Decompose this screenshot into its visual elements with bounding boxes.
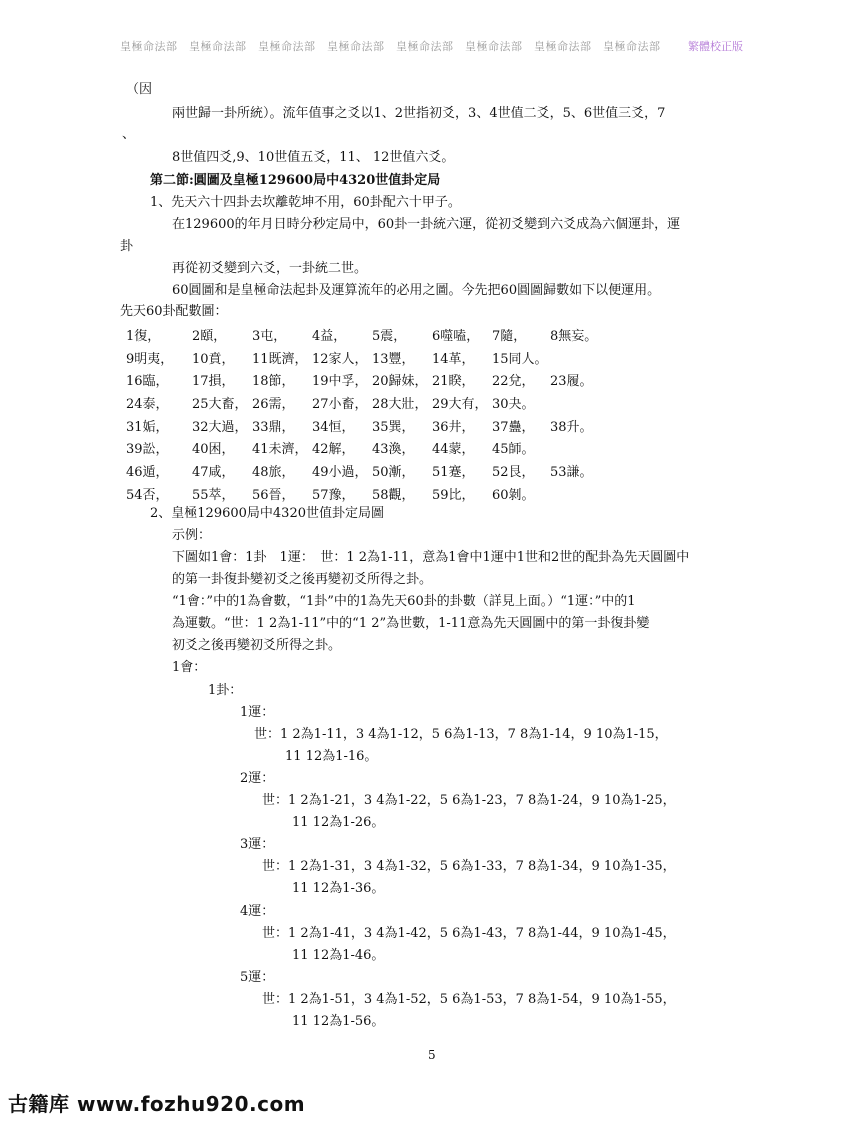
hexagram-cell: 52艮， [492, 465, 535, 481]
hexagram-cell: 13豐， [372, 351, 415, 367]
hexagram-cell: 60剝。 [492, 487, 535, 503]
hexagram-cell: 3屯， [252, 329, 287, 344]
hexagram-cell: 20歸妹， [372, 374, 428, 390]
text-line: 在129600的年月日時分秒定局中，60卦一卦統六運，從初爻變到六爻成為六個運卦，運 [172, 217, 681, 232]
hexagram-cell: 59比， [432, 487, 475, 503]
text-line: 4運： [240, 904, 275, 919]
text-line: 初爻之後再變初爻所得之卦。 [172, 638, 342, 653]
text-line: 1卦： [208, 683, 243, 698]
hexagram-cell: 17損， [192, 374, 235, 390]
hexagram-cell: 7隨， [492, 329, 527, 344]
hexagram-cell: 51蹇， [432, 465, 475, 481]
hexagram-cell: 35巽， [372, 419, 415, 435]
hexagram-cell: 19中孚， [312, 374, 368, 390]
text-line: 先天60卦配數圖： [120, 304, 228, 319]
hexagram-cell: 24泰， [126, 397, 169, 413]
hexagram-cell: 43渙， [372, 442, 415, 458]
text-line: 示例： [172, 528, 212, 543]
hexagram-cell: 14革， [432, 351, 475, 367]
text-line: （因 [126, 82, 153, 97]
text-line: 1會： [172, 660, 207, 675]
hexagram-cell: 22兌， [492, 374, 535, 390]
hexagram-cell: 58觀， [372, 487, 415, 503]
hexagram-cell: 18節， [252, 374, 295, 390]
page-number: 5 [428, 1048, 436, 1062]
hexagram-cell: 56晉， [252, 487, 295, 503]
hexagram-cell: 23履。 [550, 374, 593, 390]
hexagram-cell: 50漸， [372, 465, 415, 481]
hexagram-cell: 41未濟， [252, 442, 308, 458]
text-line: 世：1 2為1-41，3 4為1-42，5 6為1-43，7 8為1-44，9 10為1-45， [262, 926, 676, 941]
hexagram-cell: 10賁， [192, 351, 235, 367]
hexagram-cell: 4益， [312, 329, 347, 344]
text-line: 11 12為1-26。 [292, 815, 385, 830]
text-line: 再從初爻變到六爻，一卦統二世。 [172, 261, 368, 276]
text-line: 世：1 2為1-11，3 4為1-12，5 6為1-13，7 8為1-14，9 10為1-15， [254, 727, 668, 742]
hexagram-cell: 15同人。 [492, 351, 548, 367]
text-line: 世：1 2為1-21，3 4為1-22，5 6為1-23，7 8為1-24，9 10為1-25， [262, 793, 676, 808]
section-heading: 第二節:圓圖及皇極129600局中4320世值卦定局 [150, 173, 441, 188]
hexagram-cell: 6噬嗑， [432, 329, 480, 344]
hexagram-cell: 49小過， [312, 465, 368, 481]
hexagram-cell: 37蠱， [492, 419, 535, 435]
text-line: 2運： [240, 771, 275, 786]
hexagram-cell: 34恒， [312, 419, 355, 435]
hexagram-cell: 46遁， [126, 465, 169, 481]
text-line: 60圓圖和是皇極命法起卦及運算流年的必用之圖。今先把60圓圖歸數如下以便運用。 [172, 283, 661, 298]
hexagram-cell: 45師。 [492, 442, 535, 458]
hexagram-cell: 44蒙， [432, 442, 475, 458]
hexagram-cell: 21睽， [432, 374, 475, 390]
site-watermark: 古籍库 www.fozhu920.com [8, 1092, 306, 1116]
hexagram-cell: 57豫， [312, 487, 355, 503]
text-line: 8世值四爻,9、10世值五爻，11、 12世值六爻。 [172, 150, 455, 165]
text-line: 兩世歸一卦所統）。流年值事之爻以1、2世指初爻，3、4世值二爻，5、6世值三爻，7 [172, 106, 666, 121]
hexagram-cell: 42解， [312, 442, 355, 458]
hexagram-cell: 12家人， [312, 351, 368, 367]
hexagram-cell: 28大壯， [372, 397, 428, 413]
hexagram-cell: 47咸， [192, 465, 235, 481]
hexagram-cell: 31姤， [126, 419, 169, 435]
running-header: 皇極命法部 皇極命法部 皇極命法部 皇極命法部 皇極命法部 皇極命法部 皇極命法部 皇極命法部 [120, 40, 661, 53]
hexagram-cell: 5震， [372, 329, 407, 344]
hexagram-cell: 2頤， [192, 329, 227, 344]
hexagram-cell: 32大過， [192, 419, 248, 435]
hexagram-cell: 53謙。 [550, 465, 593, 481]
hexagram-cell: 30夬。 [492, 397, 535, 413]
hexagram-cell: 1復， [126, 329, 161, 344]
hexagram-cell: 38升。 [550, 419, 593, 435]
hexagram-cell: 9明夷， [126, 351, 174, 367]
hexagram-cell: 40困， [192, 442, 235, 458]
hexagram-cell: 55萃， [192, 487, 235, 503]
hexagram-cell: 8無妄。 [550, 329, 598, 344]
hexagram-cell: 33鼎， [252, 419, 295, 435]
text-line: 11 12為1-56。 [292, 1014, 385, 1029]
text-line: 1、先天六十四卦去坎離乾坤不用，60卦配六十甲子。 [150, 195, 461, 210]
hexagram-cell: 48旅， [252, 465, 295, 481]
hexagram-cell: 39訟， [126, 442, 169, 458]
text-line: 1運： [240, 705, 275, 720]
text-line: 3運： [240, 837, 275, 852]
text-line: 卦 [120, 239, 134, 254]
text-line: 2、皇極129600局中4320世值卦定局圖 [150, 506, 384, 521]
text-line: 的第一卦復卦變初爻之後再變初爻所得之卦。 [172, 572, 433, 587]
text-line: 、 [122, 127, 136, 142]
text-line: 世：1 2為1-31，3 4為1-32，5 6為1-33，7 8為1-34，9 10為1-35， [262, 859, 676, 874]
text-line: 下圖如1會：1卦 1運： 世：1 2為1-11，意為1會中1運中1世和2世的配卦為先天圓圖中 [172, 550, 690, 565]
text-line: 5運： [240, 970, 275, 985]
edition-label: 繁體校正版 [688, 40, 743, 53]
hexagram-cell: 54否， [126, 487, 169, 503]
hexagram-cell: 29大有， [432, 397, 488, 413]
text-line: 11 12為1-16。 [285, 749, 378, 764]
text-line: 11 12為1-36。 [292, 881, 385, 896]
hexagram-cell: 36井， [432, 419, 475, 435]
hexagram-cell: 16臨， [126, 374, 169, 390]
hexagram-cell: 11既濟， [252, 351, 308, 367]
hexagram-cell: 27小畜， [312, 397, 368, 413]
text-line: 11 12為1-46。 [292, 948, 385, 963]
text-line: 為運數。“世：1 2為1-11”中的“1 2”為世數，1-11意為先天圓圖中的第一卦復卦變 [172, 616, 650, 631]
hexagram-cell: 25大畜， [192, 397, 248, 413]
text-line: 世：1 2為1-51，3 4為1-52，5 6為1-53，7 8為1-54，9 10為1-55， [262, 992, 676, 1007]
text-line: “1會：”中的1為會數，“1卦”中的1為先天60卦的卦數（詳見上面。）“1運：”中的1 [172, 594, 636, 609]
hexagram-cell: 26需， [252, 397, 295, 413]
